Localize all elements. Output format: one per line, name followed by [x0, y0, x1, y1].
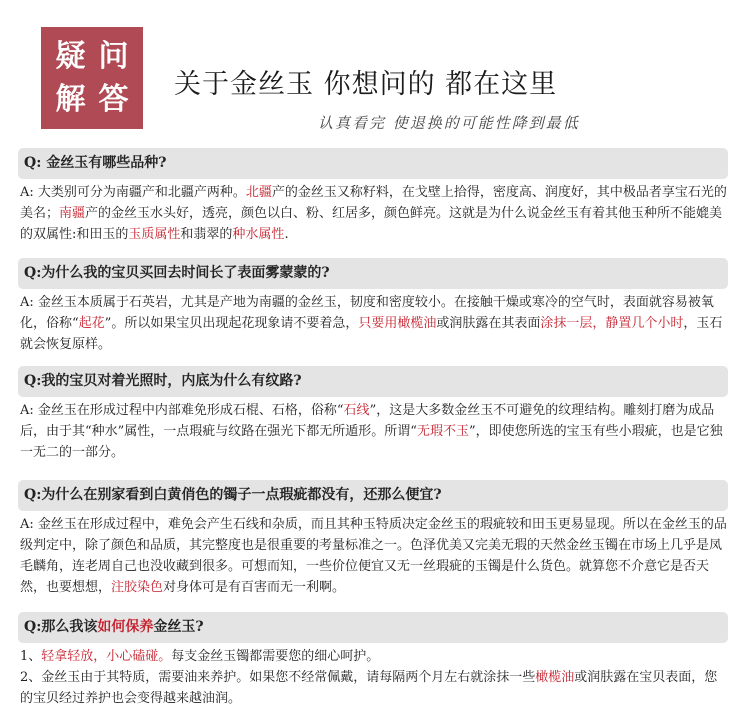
answer-segment: 对身体可是有百害而无一利啊。 — [163, 580, 346, 595]
page-title: 关于金丝玉 你想问的 都在这里 — [174, 69, 558, 100]
qa-block-maintenance — [18, 612, 728, 709]
answer-text — [18, 292, 728, 355]
page-subtitle: 认真看完 使退换的可能性降到最低 — [318, 114, 580, 132]
answer-segment: ”。所以如果宝贝出现起花现象请不要着急， — [104, 316, 359, 331]
page-header — [0, 0, 750, 150]
answer-segment: ”，这是大多数金丝玉不可避免的纹理结构。雕刻打磨为成品后，由于其“种水”属性，一点瑕疵与纹路在强光下都无所遁形。所谓“ — [20, 403, 715, 439]
badge-char: 答 — [98, 81, 129, 117]
answer-highlight: 轻拿轻放，小心磕碰。 — [41, 649, 172, 664]
answer-segment: 每支金丝玉镯都需要您的细心呵护。 — [171, 649, 380, 664]
badge-char: 疑 — [55, 38, 86, 74]
qa-block-texture-lines — [18, 366, 728, 463]
answer-segment: 或润肤露在宝贝表面，您的宝贝经过养护也会变得越来越油润。 — [20, 670, 718, 706]
answer-paragraph — [20, 646, 728, 667]
answer-highlight: 北疆 — [245, 185, 272, 200]
answer-segment: 和翡翠的 — [180, 227, 233, 242]
question-heading: Q:我的宝贝对着光照时，内底为什么有纹路? — [18, 366, 728, 397]
answer-highlight: 橄榄油 — [535, 670, 575, 685]
qa-badge — [41, 27, 143, 129]
question-highlight: 如何保养 — [97, 619, 154, 635]
answer-text — [18, 400, 728, 463]
answer-segment: A: 金丝玉在形成过程中内部难免形成石棍、石格，俗称“ — [20, 403, 344, 418]
answer-text — [18, 182, 728, 245]
answer-segment: . — [284, 227, 289, 242]
qa-block-cheap-bangles — [18, 480, 728, 598]
answer-segment: A: 金丝玉在形成过程中，难免会产生石线和杂质，而且其种玉特质决定金丝玉的瑕疵较和田玉更易显现。所以在金丝玉的品级判定中，除了颜色和品质，其完整度也是很重要的考量标准之一。色泽优美又完美无瑕的天然金丝玉镯在市场上几乎是凤毛麟角，连老周自己也没收藏到很多。可想而知，一些价位便宜又无一丝瑕疵的玉镯是什么货色。就算您不介意它是否天然，也要想想， — [20, 517, 727, 595]
answer-paragraph — [20, 514, 728, 598]
answer-highlight: 种水属性 — [232, 227, 285, 242]
answer-segment: ”，即使您所选的宝玉有些小瑕疵，也是它独一无二的一部分。 — [20, 424, 723, 460]
answer-text — [18, 646, 728, 709]
question-heading: Q:为什么在别家看到白黄俏色的镯子一点瑕疵都没有，还那么便宜? — [18, 480, 728, 511]
answer-paragraph — [20, 182, 728, 245]
answer-segment: A: 大类别可分为南疆产和北疆产两种。 — [20, 185, 246, 200]
answer-highlight: 石线 — [343, 403, 370, 418]
answer-segment: A: 金丝玉本质属于石英岩，尤其是产地为南疆的金丝玉，韧度和密度较小。在接触干燥或寒冷的空气时，表面就容易被氧化，俗称“ — [20, 295, 714, 331]
answer-highlight: 无瑕不玉 — [416, 424, 469, 439]
badge-char: 解 — [55, 81, 86, 117]
qa-block-foggy-surface — [18, 258, 728, 355]
question-segment: 金丝玉? — [153, 619, 204, 635]
answer-highlight: 涂抹一层，静置几个小时 — [540, 316, 684, 331]
answer-paragraph — [20, 667, 728, 709]
answer-segment: 1、 — [20, 649, 42, 664]
answer-segment: 2、金丝玉由于其特质，需要油来养护。如果您不经常佩戴，请每隔两个月左右就涂抹一些 — [20, 670, 536, 685]
answer-highlight: 注胶染色 — [111, 580, 164, 595]
answer-segment: 或润肤露在其表面 — [436, 316, 541, 331]
answer-highlight: 南疆 — [59, 206, 86, 221]
question-heading: Q: 金丝玉有哪些品种? — [18, 148, 728, 179]
badge-char: 问 — [98, 38, 129, 74]
answer-segment: 产的金丝玉水头好，透亮，颜色以白、粉、红居多，颜色鲜亮。这就是为什么说金丝玉有着其他玉种所不能媲美的双属性:和田玉的 — [20, 206, 723, 242]
answer-segment: 产的金丝玉又称籽料，在戈壁上拾得，密度高、润度好，其中极品者享宝石光的美名； — [20, 185, 727, 221]
answer-segment: ，玉石就会恢复原样。 — [20, 316, 723, 352]
question-heading: Q:为什么我的宝贝买回去时间长了表面雾蒙蒙的? — [18, 258, 728, 289]
qa-block-varieties — [18, 148, 728, 245]
answer-text — [18, 514, 728, 598]
answer-paragraph — [20, 400, 728, 463]
answer-highlight: 玉质属性 — [128, 227, 181, 242]
question-heading — [18, 612, 728, 643]
answer-highlight: 起花 — [78, 316, 105, 331]
answer-paragraph — [20, 292, 728, 355]
answer-highlight: 只要用橄榄油 — [358, 316, 437, 331]
question-segment: Q:那么我该 — [24, 619, 98, 635]
